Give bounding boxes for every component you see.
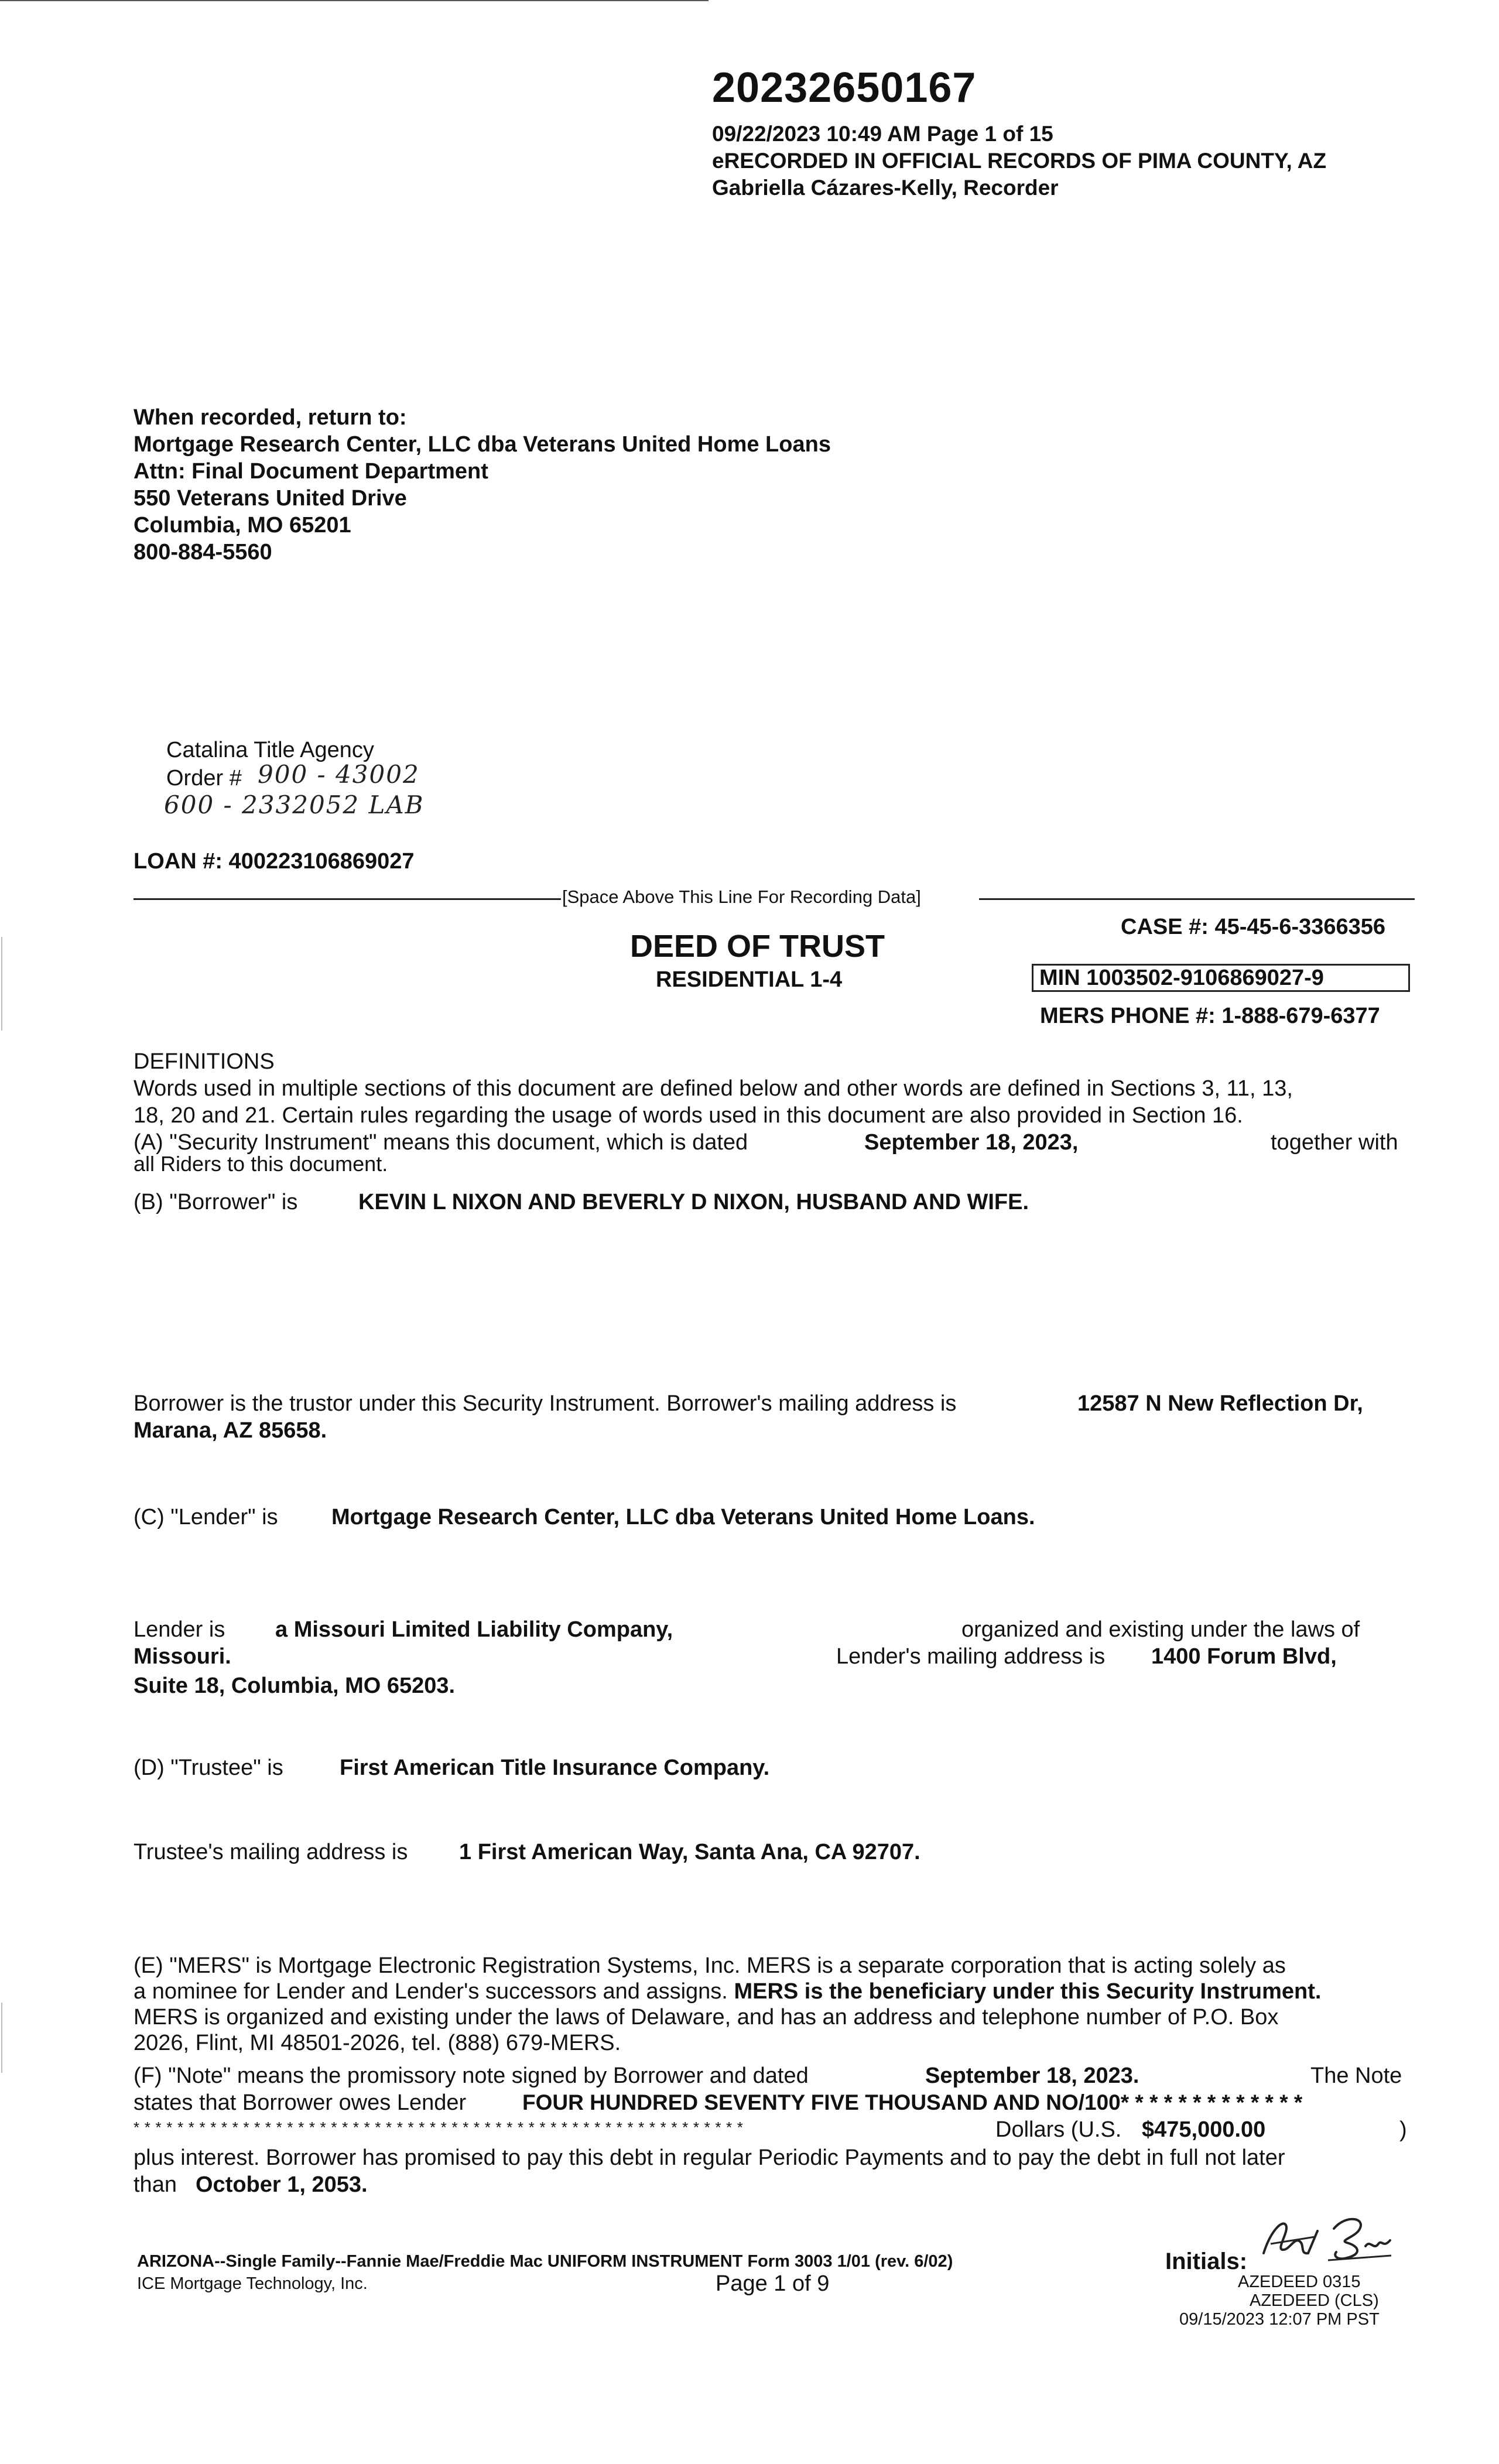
note-payment-text: plus interest. Borrower has promised to pay this debt in regular Periodic Payments and to pay the debt in full not later [134,2145,1285,2170]
definition-b-label: (B) "Borrower" is [134,1190,298,1214]
borrower-trustor-text: Borrower is the trustor under this Security Instrument. Borrower's mailing address is [134,1391,957,1416]
definitions-intro-line: 18, 20 and 21. Certain rules regarding the usage of words used in this document are also provided in Section 16. [134,1103,1243,1128]
return-to-line: Mortgage Research Center, LLC dba Veterans United Home Loans [134,432,831,457]
recorder-name: Gabriella Cázares-Kelly, Recorder [712,176,1059,200]
definitions-heading: DEFINITIONS [134,1049,275,1074]
mers-phone: MERS PHONE #: 1-888-679-6377 [1040,1004,1380,1028]
min-number-box: MIN 1003502-9106869027-9 [1032,964,1410,992]
handwritten-order-number-2: 600 - 2332052 LAB [164,790,425,819]
definition-a-line2: all Riders to this document. [134,1152,388,1176]
security-instrument-date: September 18, 2023, [864,1130,1079,1155]
definition-e-line: 2026, Flint, MI 48501-2026, tel. (888) 679-MERS. [134,2031,621,2055]
borrower-address-line1: 12587 N New Reflection Dr, [1077,1391,1363,1416]
footer-page-number: Page 1 of 9 [716,2271,830,2296]
return-to-line: Attn: Final Document Department [134,459,488,484]
return-to-block [134,404,831,566]
lender-mailing-address-line2: Suite 18, Columbia, MO 65203. [134,1674,456,1698]
definition-e-line: MERS is organized and existing under the laws of Delaware, and has an address and telephone number of P.O. Box [134,2005,1279,2030]
recording-county-line: eRECORDED IN OFFICIAL RECORDS OF PIMA COUNTY, AZ [712,149,1327,173]
return-to-line: Columbia, MO 65201 [134,513,351,538]
lender-name: Mortgage Research Center, LLC dba Veterans United Home Loans. [331,1505,1035,1529]
note-amount: $475,000.00 [1142,2117,1266,2142]
borrower-address-line2: Marana, AZ 85658. [134,1418,327,1443]
initials-label: Initials: [1165,2249,1248,2274]
form-code-1: AZEDEED 0315 [1238,2273,1361,2291]
loan-number: LOAN #: 400223106869027 [134,849,415,874]
lender-mailing-address-line1: 1400 Forum Blvd, [1151,1644,1337,1669]
lender-mailing-label: Lender's mailing address is [836,1644,1106,1669]
definition-e-line [134,1978,1321,2005]
note-date: September 18, 2023. [925,2063,1139,2088]
space-above-label: [Space Above This Line For Recording Data] [562,887,921,907]
recording-divider-right [979,898,1415,900]
mers-beneficiary-statement: MERS is the beneficiary under this Security Instrument. [734,1979,1322,2004]
scan-edge-mark [1,937,2,1031]
scan-edge-mark [1,2003,2,2073]
document-title: DEED OF TRUST [630,929,885,964]
return-to-line: 550 Veterans United Drive [134,486,407,511]
definition-e-nominee-text: a nominee for Lender and Lender's successors and assigns. [134,1979,728,2004]
trustee-name: First American Title Insurance Company. [340,1755,770,1780]
note-owes-label: states that Borrower owes Lender [134,2090,467,2115]
note-amount-close: ) [1399,2117,1407,2142]
trustee-mailing-address: 1 First American Way, Santa Ana, CA 92707. [459,1840,920,1864]
recording-divider-left [134,898,561,900]
title-agency-name: Catalina Title Agency [166,738,374,762]
definition-c-label: (C) "Lender" is [134,1505,278,1529]
form-identifier: ARIZONA--Single Family--Fannie Mae/Freddie Mac UNIFORM INSTRUMENT Form 3003 1/01 (rev. 6/02) [137,2252,953,2271]
lender-entity-type: a Missouri Limited Liability Company, [275,1617,673,1642]
trustee-mailing-label: Trustee's mailing address is [134,1840,408,1864]
lender-is-label: Lender is [134,1617,225,1642]
definition-f-label: (F) "Note" means the promissory note signed by Borrower and dated [134,2063,809,2088]
note-maturity-label: than [134,2172,177,2197]
return-to-line: 800-884-5560 [134,540,272,564]
note-amount-stars: * * * * * * * * * * * * * * * * * * * * * * * * * * * * * * * * * * * * * * * * * * * * * * * * * * * * * * * * [134,2119,744,2136]
definition-f-suffix: The Note [1310,2063,1402,2088]
return-to-heading: When recorded, return to: [134,405,407,430]
definition-d-label: (D) "Trustee" is [134,1755,283,1780]
handwritten-order-number: 900 - 43002 [258,760,420,789]
definitions-intro-line: Words used in multiple sections of this document are defined below and other words are defined in Sections 3, 11, 13, [134,1076,1293,1101]
document-subtitle: RESIDENTIAL 1-4 [656,967,843,992]
lender-organized-text: organized and existing under the laws of [961,1617,1360,1642]
borrower-names: KEVIN L NIXON AND BEVERLY D NIXON, HUSBAND AND WIFE. [358,1190,1029,1214]
form-vendor: ICE Mortgage Technology, Inc. [137,2274,368,2293]
recording-document-number: 20232650167 [712,64,977,111]
note-dollars-label: Dollars (U.S. [995,2117,1122,2142]
title-agency-order-label: Order # [166,766,242,790]
case-number: CASE #: 45-45-6-3366356 [1121,915,1386,939]
lender-state: Missouri. [134,1644,231,1669]
recording-datetime: 09/22/2023 10:49 AM Page 1 of 15 [712,122,1053,146]
form-code-2: AZEDEED (CLS) [1250,2291,1379,2310]
definition-e-line: (E) "MERS" is Mortgage Electronic Registration Systems, Inc. MERS is a separate corporation that is acting solely as [134,1953,1286,1978]
initials-signature [1259,2208,1394,2266]
form-code-timestamp: 09/15/2023 12:07 PM PST [1179,2310,1380,2329]
definition-a-suffix: together with [1271,1130,1398,1155]
note-maturity-date: October 1, 2053. [196,2172,368,2197]
definition-a-label: (A) "Security Instrument" means this document, which is dated [134,1130,748,1155]
note-amount-words: FOUR HUNDRED SEVENTY FIVE THOUSAND AND NO/100* * * * * * * * * * * * * [522,2090,1303,2114]
scan-top-edge [0,0,709,1]
